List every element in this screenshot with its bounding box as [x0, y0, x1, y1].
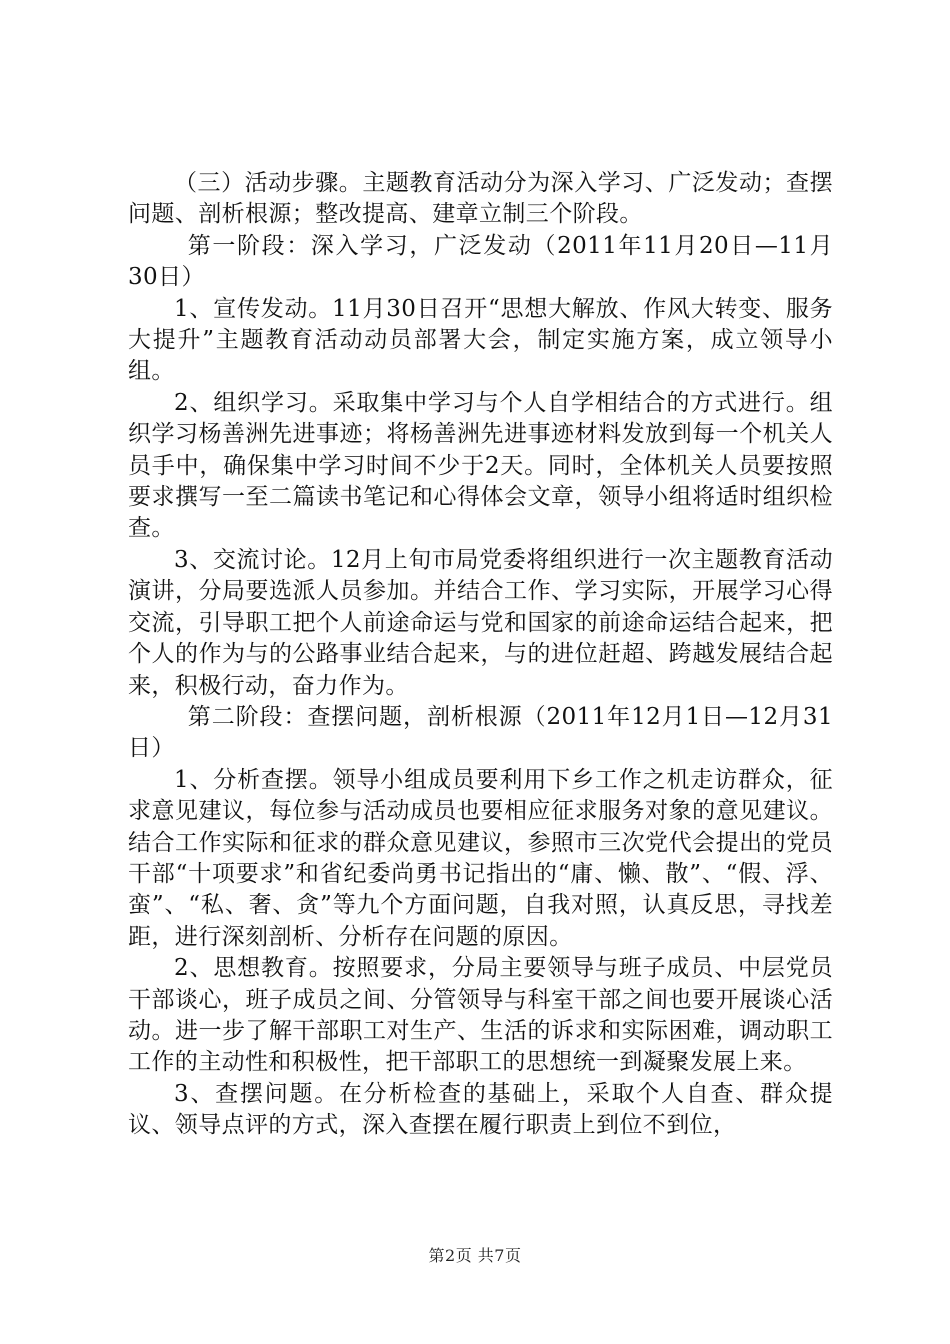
paragraph-stage-two-heading: 第二阶段：查摆问题，剖析根源（2011年12月1日—12月31日）	[128, 703, 833, 762]
paragraph-stage-one-heading: 第一阶段：深入学习，广泛发动（2011年11月20日—11月30日）	[128, 232, 833, 291]
paragraph-activity-steps: （三）活动步骤。主题教育活动分为深入学习、广泛发动；查摆问题、剖析根源；整改提高、建章立制三个阶段。	[128, 170, 833, 228]
paragraph-publicity-mobilization: 1、宣传发动。11月30日召开“思想大解放、作风大转变、服务大提升”主题教育活动动员部署大会，制定实施方案，成立领导小组。	[128, 295, 833, 385]
paragraph-exchange-discussion: 3、交流讨论。12月上旬市局党委将组织进行一次主题教育活动演讲，分局要选派人员参加。并结合工作、学习实际，开展学习心得交流，引导职工把个人前途命运与党和国家的前途命运结合起来，把个人的作为与的公路事业结合起来，与的进位赶超、跨越发展结合起来，积极行动，奋力作为。	[128, 546, 833, 699]
page-number-footer: 第2页 共7页	[428, 1246, 522, 1265]
paragraph-check-problems: 3、查摆问题。在分析检查的基础上，采取个人自查、群众提议、领导点评的方式，深入查摆在履行职责上到位不到位，	[128, 1080, 833, 1139]
paragraph-ideological-education: 2、思想教育。按照要求，分局主要领导与班子成员、中层党员干部谈心，班子成员之间、分管领导与科室干部之间也要开展谈心活动。进一步了解干部职工对生产、生活的诉求和实际困难，调动职工工作的主动性和积极性，把干部职工的思想统一到凝聚发展上来。	[128, 955, 833, 1076]
paragraph-organize-study: 2、组织学习。采取集中学习与个人自学相结合的方式进行。组织学习杨善洲先进事迹；将杨善洲先进事迹材料发放到每一个机关人员手中，确保集中学习时间不少于2天。同时，全体机关人员要按照要求撰写一至二篇读书笔记和心得体会文章，领导小组将适时组织检查。	[128, 389, 833, 542]
paragraph-analysis-check: 1、分析查摆。领导小组成员要利用下乡工作之机走访群众，征求意见建议，每位参与活动成员也要相应征求服务对象的意见建议。结合工作实际和征求的群众意见建议，参照市三次党代会提出的党员干部“十项要求”和省纪委尚勇书记指出的“庸、懒、散”、“假、浮、蛮”、“私、奢、贪”等九个方面问题，自我对照，认真反思，寻找差距，进行深刻剖析、分析存在问题的原因。	[128, 766, 833, 950]
document-body	[128, 168, 833, 1142]
